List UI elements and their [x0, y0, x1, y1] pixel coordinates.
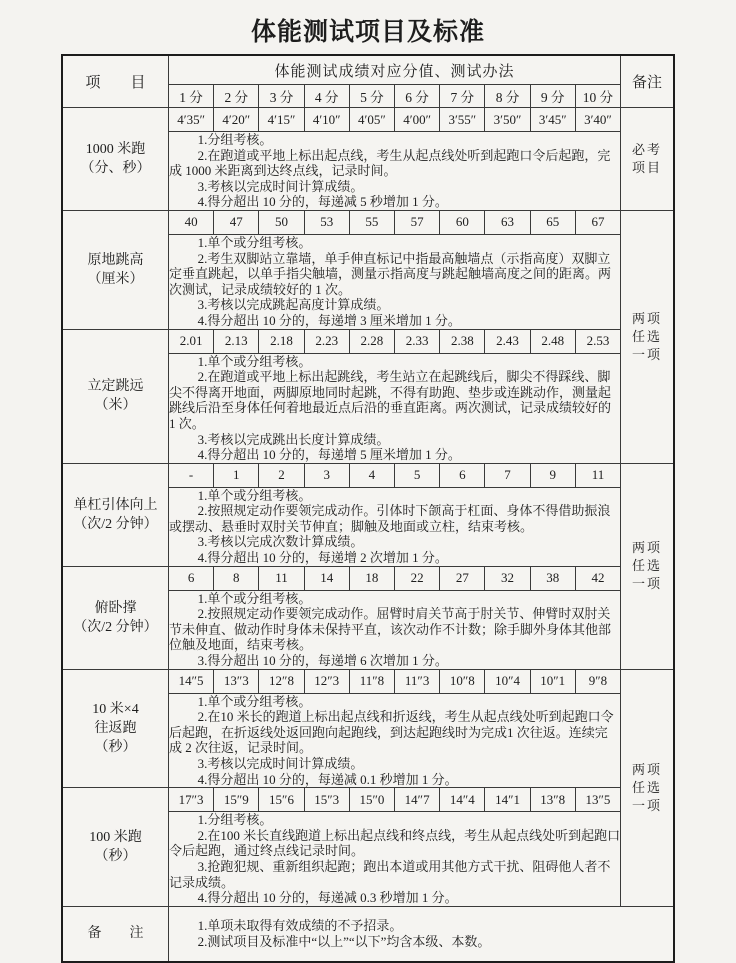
row-label-pullup: [62, 463, 169, 566]
score-value-cell: 14″7: [395, 788, 440, 812]
score-value-cell: 18: [349, 566, 394, 590]
score-value-cell: 40: [169, 210, 214, 234]
footer-remark-label: 备 注: [62, 906, 169, 962]
score-value-cell: 32: [485, 566, 530, 590]
score-value-cell: 4′15″: [259, 108, 304, 132]
method-step: 3.得分超出 10 分的，每递增 6 次增加 1 分。: [197, 653, 448, 669]
method-step: 2.在跑道或平地上标出起跳线，考生站立在起跳线后，脚尖不得踩线、脚尖不得离开地面，两脚原地同时起跳，不得有助跑、垫步或连跳动作，测量起跳线后沿至身体任何着地最近点后沿的垂直距离。两次测试，记录成绩较好的 1 次。: [169, 369, 612, 431]
method-step: 4.得分超出 10 分的，每递减 5 秒增加 1 分。: [197, 194, 448, 210]
score-header: 2 分: [214, 85, 259, 108]
row-label-line: （次/2 分钟）: [73, 619, 158, 635]
method-step: 3.抢跑犯规、重新组织起跑；跑出本道或用其他方式干扰、阻碍他人者不记录成绩。: [169, 858, 611, 890]
score-value-cell: 4′20″: [214, 108, 259, 132]
method-step: 3.考核以完成跳出长度计算成绩。: [197, 431, 390, 447]
column-header-scores-title: 体能测试成绩对应分值、测试办法: [169, 55, 621, 85]
row-label-line: 100 米跑: [89, 829, 142, 845]
footer-remark-line: 2.测试项目及标准中“以上”“以下”均含本级、本数。: [197, 933, 491, 949]
score-value-cell: 15″9: [214, 788, 259, 812]
row-label-line: （厘米）: [87, 271, 144, 287]
table-row-pushup-values: [62, 566, 674, 590]
score-value-cell: 9: [530, 463, 575, 487]
row-label-highjump: [62, 210, 169, 329]
method-step: 4.得分超出 10 分的，每递减 0.1 秒增加 1 分。: [197, 771, 458, 787]
score-value-cell: 10″4: [485, 669, 530, 693]
row-label-1000m: [62, 108, 169, 211]
column-header-remark: 备注: [621, 55, 674, 108]
method-cell-pullup: [169, 487, 621, 566]
method-step: 4.得分超出 10 分的，每递增 2 次增加 1 分。: [197, 550, 448, 566]
row-label-line: 俯卧撑: [94, 600, 137, 616]
score-value-cell: 42: [575, 566, 620, 590]
score-value-cell: 4: [349, 463, 394, 487]
score-header: 7 分: [440, 85, 485, 108]
row-label-100m: [62, 788, 169, 907]
score-value-cell: 2: [259, 463, 304, 487]
score-value-cell: 2.53: [575, 329, 620, 353]
score-value-cell: 4′00″: [395, 108, 440, 132]
method-step: 2.在跑道或平地上标出起点线，考生从起点线处听到起跑口令后起跑，完成 1000 米距离到达终点线，记录时间。: [169, 147, 611, 179]
method-step: 3.考核以完成跳起高度计算成绩。: [197, 297, 390, 313]
method-step: 2.在10 米长的跑道上标出起点线和折返线，考生从起点线处听到起跑口令后起跑，在折返线处返回跑向起跑线，到达起跑线时为完成1 次往返。连续完成 2 次往返，记录时间。: [169, 709, 614, 756]
score-value-cell: 14″5: [169, 669, 214, 693]
method-cell-highjump: [169, 234, 621, 329]
score-value-cell: -: [169, 463, 214, 487]
table-row-1000m-values: [62, 108, 674, 132]
page-title: 体能测试项目及标准: [250, 19, 485, 46]
method-step: 2.按照规定动作要领完成动作。引体时下颌高于杠面、身体不得借助振浪或摆动、悬垂时双肘关节伸直；脚触及地面或立柱，结束考核。: [169, 503, 611, 534]
score-value-cell: 2.01: [169, 329, 214, 353]
remark-required-item: 必考项目: [621, 108, 674, 211]
score-header: 3 分: [259, 85, 304, 108]
method-step: 1.单个或分组考核。: [197, 693, 312, 709]
row-label-line: 1000 米跑: [85, 141, 146, 157]
method-step: 2.考生双脚站立靠墙，单手伸直标记中指最高触墙点（示指高度）双脚立定垂直跳起，以单手指尖触墙，测量示指高度与跳起触墙高度之间的距离。两次测试，记录成绩较好的 1 次。: [169, 250, 612, 297]
remark-choose-one-a: 两项任选一项: [621, 210, 674, 463]
score-header: 1 分: [169, 85, 214, 108]
method-cell-shuttle: [169, 693, 621, 788]
method-step: 1.单个或分组考核。: [197, 234, 312, 250]
table-row-100m-values: [62, 788, 674, 812]
score-value-cell: 4′35″: [169, 108, 214, 132]
table-row-pullup-values: [62, 463, 674, 487]
row-label-line: 往返跑: [94, 720, 137, 736]
score-value-cell: 22: [395, 566, 440, 590]
score-value-cell: 11: [575, 463, 620, 487]
row-label-shuttle: [62, 669, 169, 788]
row-label-line: （次/2 分钟）: [73, 516, 158, 532]
score-value-cell: 11″8: [349, 669, 394, 693]
score-value-cell: 2.28: [349, 329, 394, 353]
method-step: 2.在100 米长直线跑道上标出起点线和终点线，考生从起点线处听到起跑口令后起跑，通过终点线记录时间。: [169, 827, 621, 859]
score-value-cell: 5: [395, 463, 440, 487]
method-step: 4.得分超出 10 分的，每递增 3 厘米增加 1 分。: [197, 312, 461, 328]
method-cell-100m: [169, 812, 621, 907]
method-step: 4.得分超出 10 分的，每递增 5 厘米增加 1 分。: [197, 447, 461, 463]
score-value-cell: 3′55″: [440, 108, 485, 132]
remark-choose-one-b: 两项任选一项: [621, 463, 674, 669]
method-step: 4.得分超出 10 分的，每递减 0.3 秒增加 1 分。: [197, 890, 458, 906]
score-value-cell: 17″3: [169, 788, 214, 812]
score-value-cell: 4′10″: [304, 108, 349, 132]
score-value-cell: 65: [530, 210, 575, 234]
score-value-cell: 13″5: [575, 788, 620, 812]
score-value-cell: 13″3: [214, 669, 259, 693]
score-value-cell: 12″3: [304, 669, 349, 693]
method-step: 3.考核以完成时间计算成绩。: [197, 756, 364, 771]
row-label-line: 单杠引体向上: [73, 497, 158, 513]
table-row-footer-remark: [62, 906, 674, 962]
method-step: 3.考核以完成次数计算成绩。: [197, 534, 364, 550]
score-value-cell: 3: [304, 463, 349, 487]
footer-remark-content: [169, 906, 675, 962]
score-value-cell: 14″4: [440, 788, 485, 812]
method-step: 1.单个或分组考核。: [197, 590, 312, 606]
table-row-shuttle-values: [62, 669, 674, 693]
remark-choose-one-c: 两项任选一项: [621, 669, 674, 906]
score-value-cell: 10″8: [440, 669, 485, 693]
score-value-cell: 50: [259, 210, 304, 234]
score-value-cell: 2.38: [440, 329, 485, 353]
score-value-cell: 67: [575, 210, 620, 234]
score-value-cell: 60: [440, 210, 485, 234]
score-value-cell: 2.23: [304, 329, 349, 353]
score-value-cell: 14″1: [485, 788, 530, 812]
score-header: 4 分: [304, 85, 349, 108]
score-value-cell: 57: [395, 210, 440, 234]
score-value-cell: 15″0: [349, 788, 394, 812]
score-header: 6 分: [395, 85, 440, 108]
row-label-pushup: [62, 566, 169, 669]
score-value-cell: 13″8: [530, 788, 575, 812]
score-value-cell: 38: [530, 566, 575, 590]
score-value-cell: 12″8: [259, 669, 304, 693]
method-step: 1.单个或分组考核。: [197, 487, 312, 503]
score-value-cell: 6: [169, 566, 214, 590]
score-value-cell: 10″1: [530, 669, 575, 693]
score-header: 5 分: [349, 85, 394, 108]
score-value-cell: 3′40″: [575, 108, 620, 132]
row-label-line: 10 米×4: [92, 701, 139, 717]
header-row-1: [62, 55, 674, 85]
column-header-item: 项 目: [62, 55, 169, 108]
row-label-line: （秒）: [94, 739, 137, 755]
row-label-line: 原地跳高: [87, 252, 144, 268]
row-label-line: （秒）: [94, 848, 137, 864]
score-value-cell: 2.13: [214, 329, 259, 353]
score-value-cell: 3′45″: [530, 108, 575, 132]
table-row-highjump-values: [62, 210, 674, 234]
method-step: 1.分组考核。: [197, 812, 273, 828]
score-header: 8 分: [485, 85, 530, 108]
score-value-cell: 2.48: [530, 329, 575, 353]
score-value-cell: 2.33: [395, 329, 440, 353]
footer-remark-line: 1.单项未取得有效成绩的不予招录。: [197, 918, 403, 934]
fitness-standards-table: [61, 54, 675, 963]
score-value-cell: 4′05″: [349, 108, 394, 132]
score-value-cell: 47: [214, 210, 259, 234]
score-value-cell: 6: [440, 463, 485, 487]
score-value-cell: 63: [485, 210, 530, 234]
score-value-cell: 3′50″: [485, 108, 530, 132]
score-value-cell: 27: [440, 566, 485, 590]
method-cell-pushup: [169, 590, 621, 669]
score-value-cell: 2.43: [485, 329, 530, 353]
score-value-cell: 55: [349, 210, 394, 234]
score-value-cell: 1: [214, 463, 259, 487]
method-step: 2.按照规定动作要领完成动作。屈臂时肩关节高于肘关节、伸臂时双肘关节未伸直、做动作时身体未保持平直，该次动作不计数；除手脚外身体其他部位触及地面，结束考核。: [169, 606, 612, 653]
score-value-cell: 53: [304, 210, 349, 234]
method-cell-1000m: [169, 132, 621, 211]
table-row-longjump-values: [62, 329, 674, 353]
score-header: 9 分: [530, 85, 575, 108]
method-cell-longjump: [169, 353, 621, 463]
score-value-cell: 15″6: [259, 788, 304, 812]
score-value-cell: 7: [485, 463, 530, 487]
row-label-longjump: [62, 329, 169, 463]
row-label-line: （分、秒）: [80, 160, 151, 176]
method-step: 1.单个或分组考核。: [197, 353, 312, 369]
row-label-line: 立定跳远: [87, 379, 144, 395]
score-value-cell: 15″3: [304, 788, 349, 812]
score-value-cell: 11″3: [395, 669, 440, 693]
score-value-cell: 2.18: [259, 329, 304, 353]
score-header: 10 分: [575, 85, 620, 108]
score-value-cell: 14: [304, 566, 349, 590]
score-value-cell: 9″8: [575, 669, 620, 693]
method-step: 3.考核以完成时间计算成绩。: [197, 178, 364, 194]
method-step: 1.分组考核。: [197, 132, 273, 147]
row-label-line: （米）: [94, 398, 137, 414]
score-value-cell: 11: [259, 566, 304, 590]
score-value-cell: 8: [214, 566, 259, 590]
